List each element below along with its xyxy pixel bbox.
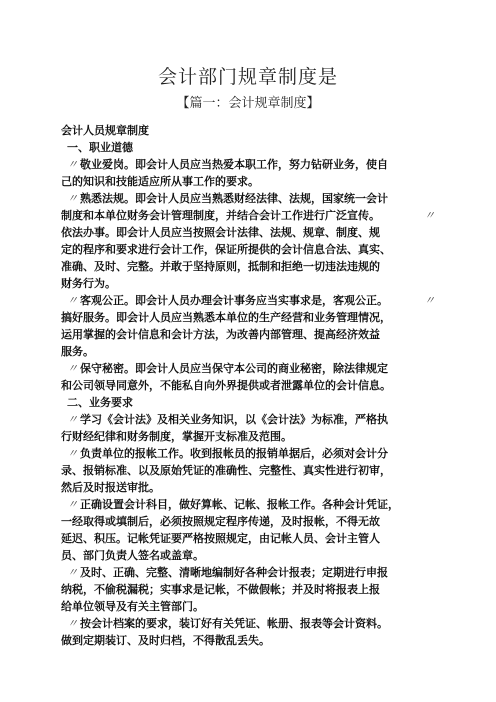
paragraph-line: 依法办事。即会计人员应当按照会计法律、法规、规章、制度、规 — [61, 226, 380, 239]
bullet-mark: 〃 — [67, 294, 78, 307]
paragraph-line: 〃 及时、正确、完整、清晰地编制好各种会计报表；定期进行申报 — [67, 566, 388, 579]
bullet-mark: 〃 — [424, 209, 435, 222]
paragraph-line: 做到定期装订、及时归档，不得散乱丢失。 — [61, 634, 270, 647]
document-body — [61, 122, 439, 649]
paragraph-line: 搞好服务。即会计人员应当熟悉本单位的生产经营和业务管理情况， — [61, 311, 391, 324]
paragraph-line: 定的程序和要求进行会计工作，保证所提供的会计信息合法、真实、 — [61, 243, 391, 256]
section-heading: 会计人员规章制度 — [61, 124, 149, 137]
paragraph-line: 〃 正确设置会计科目，做好算帐、记帐、报帐工作。各种会计凭证， — [67, 498, 399, 511]
bullet-mark: 〃 — [424, 294, 435, 307]
paragraph-line: 纳税，不偷税漏税；实事求是记帐，不做假帐；并及时将报表上报 — [61, 583, 380, 596]
paragraph-line: 员、部门负责人签名或盖章。 — [61, 549, 204, 562]
paragraph-line: 财务行为。 — [61, 277, 116, 290]
paragraph-line: 己的知识和技能适应所从事工作的要求。 — [61, 175, 259, 188]
bullet-mark: 〃 — [67, 362, 78, 375]
document-subtitle: 【篇一：会计规章制度】 — [176, 96, 320, 111]
paragraph-line: 准确、及时、完整。并敢于坚持原则，抵制和拒绝一切违法违规的 — [61, 260, 380, 273]
subsection-heading: 二、业务要求 — [67, 396, 133, 409]
bullet-mark: 〃 — [67, 192, 78, 205]
paragraph-line: 〃 负责单位的报帐工作。收到报帐员的报销单据后，必须对会计分 — [67, 447, 388, 460]
paragraph-line: 一经取得或填制后，必须按照规定程序传递，及时报帐，不得无故 — [61, 515, 380, 528]
bullet-mark: 〃 — [67, 566, 78, 579]
paragraph-line: 运用掌握的会计信息和会计方法，为改善内部管理、提高经济效益 — [61, 328, 380, 341]
bullet-mark: 〃 — [67, 498, 78, 511]
bullet-mark: 〃 — [67, 413, 78, 426]
paragraph-line: 录、报销标准、以及原始凭证的准确性、完整性、真实性进行初审， — [61, 464, 391, 477]
paragraph-line: 〃 客观公正。即会计人员办理会计事务应当实事求是，客观公正。 〃 — [67, 294, 435, 307]
paragraph-line: 延迟、积压。记帐凭证要严格按照规定，由记帐人员、会计主管人 — [61, 532, 380, 545]
document-title: 会计部门规章制度是 — [157, 66, 338, 88]
paragraph-line: 〃 按会计档案的要求，装订好有关凭证、帐册、报表等会计资料。 — [67, 617, 388, 630]
paragraph-line: 和公司领导同意外，不能私自向外界提供或者泄露单位的会计信息。 — [61, 379, 391, 392]
paragraph-line: 〃 学习《会计法》及相关业务知识，以《会计法》为标准，严格执 — [67, 413, 388, 426]
bullet-mark: 〃 — [67, 447, 78, 460]
paragraph-line: 〃 保守秘密。即会计人员应当保守本公司的商业秘密，除法律规定 — [67, 362, 388, 375]
paragraph-line: 行财经纪律和财务制度，掌握开支标准及范围。 — [61, 430, 292, 443]
paragraph-line: 〃 熟悉法规。即会计人员应当熟悉财经法律、法规，国家统一会计 — [67, 192, 388, 205]
paragraph-line: 服务。 — [61, 345, 94, 358]
paragraph-line: 给单位领导及有关主管部门。 — [61, 600, 204, 613]
bullet-mark: 〃 — [67, 617, 78, 630]
paragraph-line: 制度和本单位财务会计管理制度，并结合会计工作进行广泛宣传。 〃 — [61, 209, 435, 222]
paragraph-line: 〃 敬业爱岗。即会计人员应当热爱本职工作，努力钻研业务，使自 — [67, 158, 388, 171]
bullet-mark: 〃 — [67, 158, 78, 171]
subsection-heading: 一、职业道德 — [67, 141, 133, 154]
paragraph-line: 然后及时报送审批。 — [61, 481, 160, 494]
